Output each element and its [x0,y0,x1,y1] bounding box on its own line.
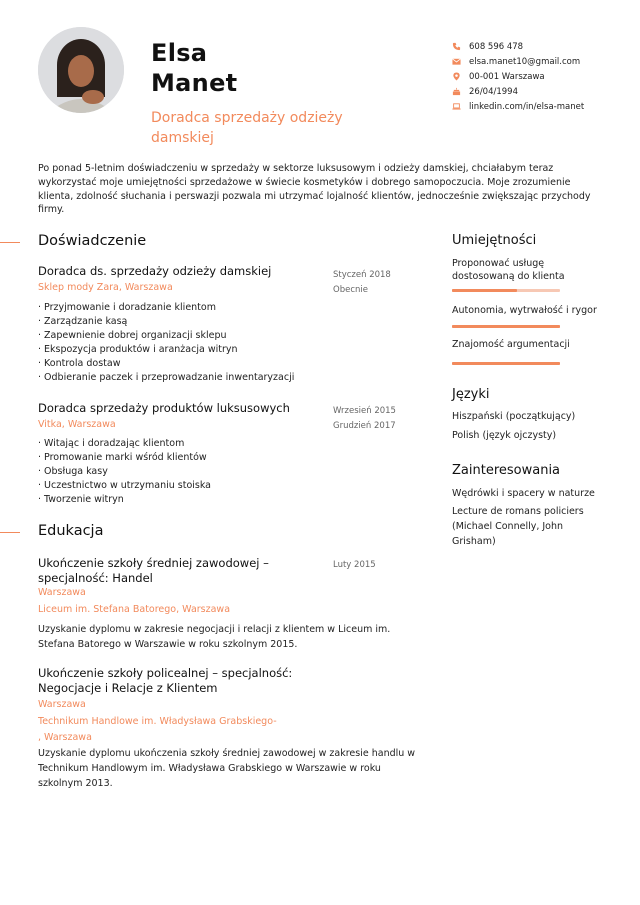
contact-email-text: elsa.manet10@gmail.com [469,56,581,67]
education-description: Uzyskanie dyplomu ukończenia szkoły średniej zawodowej w zakresie handlu w Technikum Handlowym im. Władysława Grabskiego w Warszawie w roku szkolnym 2013. [38,748,416,789]
laptop-icon [452,102,461,111]
education-description: Uzyskanie dyplomu w zakresie negocjacji i relacji z klientem w Liceum im. Stefana Batorego w Warszawie w roku szkolnym 2015. [38,624,391,650]
experience-heading: Doświadczenie [38,233,147,249]
contact-address-text: 00-001 Warszawa [469,71,545,82]
contact-birthdate [452,84,584,99]
location-pin-icon [452,72,461,81]
job-dates [333,268,391,298]
skill-label: Proponować usługę dostosowaną do klienta [452,258,565,282]
birthday-cake-icon [452,87,461,96]
skill-level-fill [452,325,560,328]
education-school: Liceum im. Stefana Batorego, Warszawa [38,604,231,615]
education-school-line: , Warszawa [38,732,92,743]
list-item: · Tworzenie witryn [38,493,211,507]
education-title [38,556,269,586]
list-item: · Promowanie marki wśród klientów [38,451,211,465]
list-item: · Odbieranie paczek i przeprowadzanie inwentaryzacji [38,371,294,385]
contact-email[interactable] [452,54,584,69]
education-school-line: Technikum Handlowe im. Władysława Grabskiego- [38,716,277,727]
contact-phone[interactable] [452,39,584,54]
job-company: Sklep mody Zara, Warszawa [38,282,173,293]
job-date-end: Grudzień 2017 [333,421,396,431]
interest-item: Lecture de romans policiers (Michael Connelly, John Grisham) [452,506,584,547]
interest-item: Wędrówki i spacery w naturze [452,488,595,499]
language-item: Polish (język ojczysty) [452,430,557,441]
contact-birthdate-text: 26/04/1994 [469,86,518,97]
phone-icon [452,42,461,51]
skill-level-fill [452,362,560,365]
contact-list [452,39,584,114]
contact-address [452,69,584,84]
list-item: · Kontrola dostaw [38,357,294,371]
education-city: Warszawa [38,587,86,598]
profile-photo [38,27,124,113]
list-item: · Obsługa kasy [38,465,211,479]
education-title-line: Ukończenie szkoły średniej zawodowej – [38,556,269,570]
contact-linkedin[interactable] [452,99,584,114]
skill-level-bar [452,362,560,365]
education-title [38,666,292,696]
list-item: · Ekspozycja produktów i aranżacja witryn [38,343,294,357]
languages-heading: Języki [452,387,490,402]
skill-level-bar [452,325,560,328]
candidate-name [151,38,237,98]
section-accent-line [0,532,20,533]
job-title: Doradca ds. sprzedaży odzieży damskiej [38,264,272,278]
list-item: · Uczestnictwo w utrzymaniu stoiska [38,479,211,493]
education-title-line: Ukończenie szkoły policealnej – specjalność: [38,666,293,680]
job-company: Vitka, Warszawa [38,419,116,430]
list-item: · Zarządzanie kasą [38,315,294,329]
education-school [38,714,277,746]
education-heading: Edukacja [38,523,104,539]
skill-label: Autonomia, wytrwałość i rygor [452,305,597,316]
interests-heading: Zainteresowania [452,463,561,478]
job-duties-list [38,437,211,507]
skill-level-fill [452,289,517,292]
contact-linkedin-text: linkedin.com/in/elsa-manet [469,101,585,112]
mail-icon [452,57,461,66]
job-title: Doradca sprzedaży produktów luksusowych [38,401,290,415]
job-date-start: Styczeń 2018 [333,270,391,280]
list-item: · Przyjmowanie i doradzanie klientom [38,301,294,315]
education-date: Luty 2015 [333,560,376,570]
portrait-image [38,27,124,113]
section-accent-line [0,242,20,243]
contact-phone-text: 608 596 478 [469,41,524,52]
profile-summary: Po ponad 5-letnim doświadczeniu w sprzedaży w sektorze luksusowym i odzieży damskiej, chciałabym teraz wykorzystać moje umiejętności sprzedażowe w świecie kosmetyków i dobrego samopoczucia. Moje zrozumienie klienta, zdolność słuchania i perswazji pozwala mi utrzymać lojalność klientów, jednocześnie zwiększając przychody firmy. [38,163,591,216]
job-date-start: Wrzesień 2015 [333,406,396,416]
education-title-line: specjalność: Handel [38,571,153,585]
last-name: Manet [151,69,238,97]
skill-label: Znajomość argumentacji [452,339,570,350]
education-city: Warszawa [38,699,86,710]
job-dates [333,404,396,434]
list-item: · Witając i doradzając klientom [38,437,211,451]
education-title-line: Negocjacje i Relacje z Klientem [38,681,218,695]
skill-level-bar [452,289,560,292]
first-name: Elsa [151,39,208,67]
list-item: · Zapewnienie dobrej organizacji sklepu [38,329,294,343]
language-item: Hiszpański (początkujący) [452,411,576,422]
job-date-end: Obecnie [333,285,368,295]
candidate-job-title: Doradca sprzedaży odzieży damskiej [151,110,343,146]
skills-heading: Umiejętności [452,233,537,248]
job-duties-list [38,301,294,385]
